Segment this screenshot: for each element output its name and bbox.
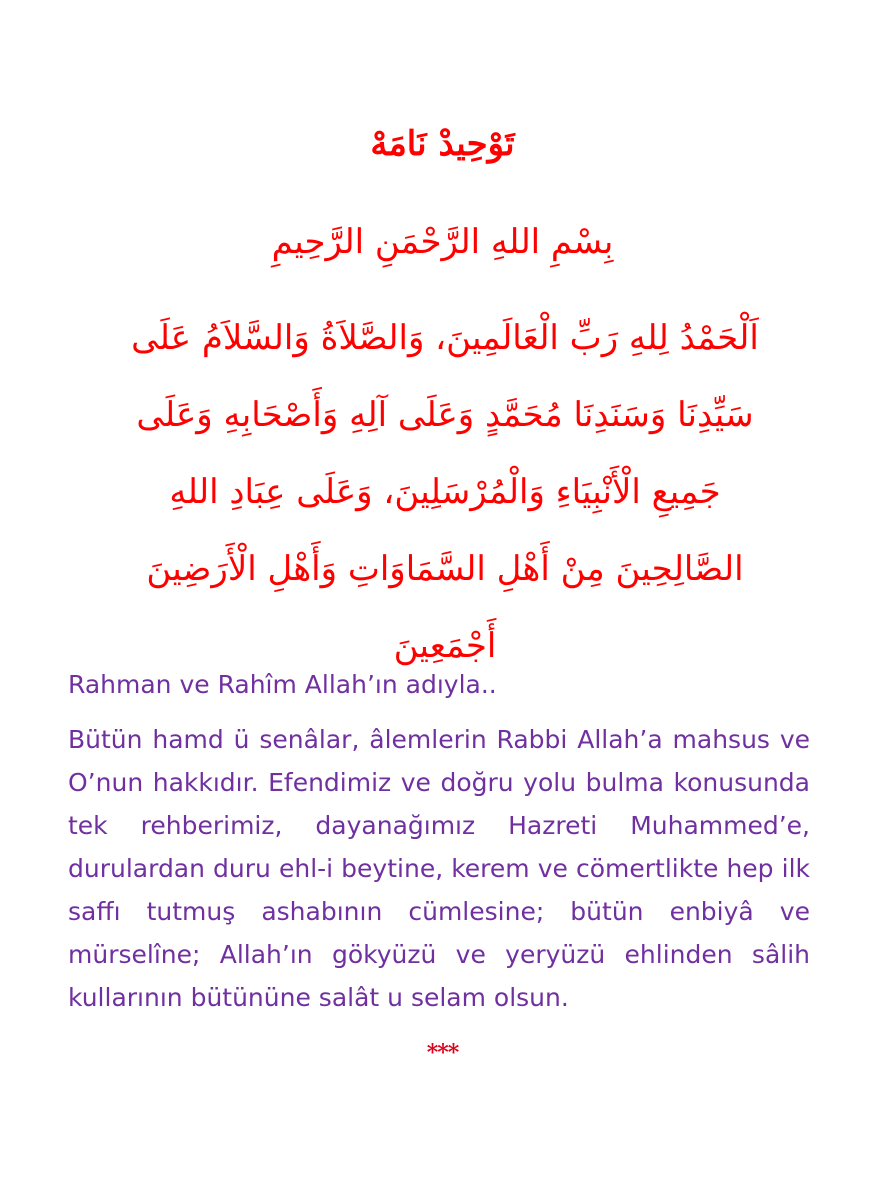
turkish-intro: Rahman ve Rahîm Allah’ın adıyla..: [68, 670, 497, 699]
separator-stars: ***: [426, 1040, 459, 1066]
turkish-paragraph: Bütün hamd ü senâlar, âlemlerin Rabbi Allah’a mahsus ve O’nun hakkıdır. Efendimiz ve doğru yolu bulma konusunda tek rehberimiz, dayanağımız Hazreti Muhammed’e, durulardan duru ehl-i beytine, kerem ve cömertlikte hep ilk saffı tutmuş ashabının cümlesine; bütün enbiyâ ve mürselîne; Allah’ın gökyüzü ve yeryüzü ehlinden sâlih kullarının bütününe salât u selam olsun.: [68, 725, 810, 1012]
arabic-paragraph: اَلْحَمْدُ لِلهِ رَبِّ الْعَالَمِينَ، وَالصَّلاَةُ وَالسَّلاَمُ عَلَى سَيِّدِنَا وَسَنَدِنَا مُحَمَّدٍ وَعَلَى آلِهِ وَأَصْحَابِهِ وَعَلَى جَمِيعِ الْأَنْبِيَاءِ وَالْمُرْسَلِينَ، وَعَلَى عِبَادِ اللهِ الصَّالِحِينَ مِنْ أَهْلِ السَّمَاوَاتِ وَأَهْلِ الْأَرَضِينَ أَجْمَعِينَ: [131, 318, 759, 666]
basmala: بِسْمِ اللهِ الرَّحْمَنِ الرَّحِيمِ: [271, 222, 614, 262]
arabic-title: تَوْحِيدْ نَامَهْ: [370, 124, 515, 164]
